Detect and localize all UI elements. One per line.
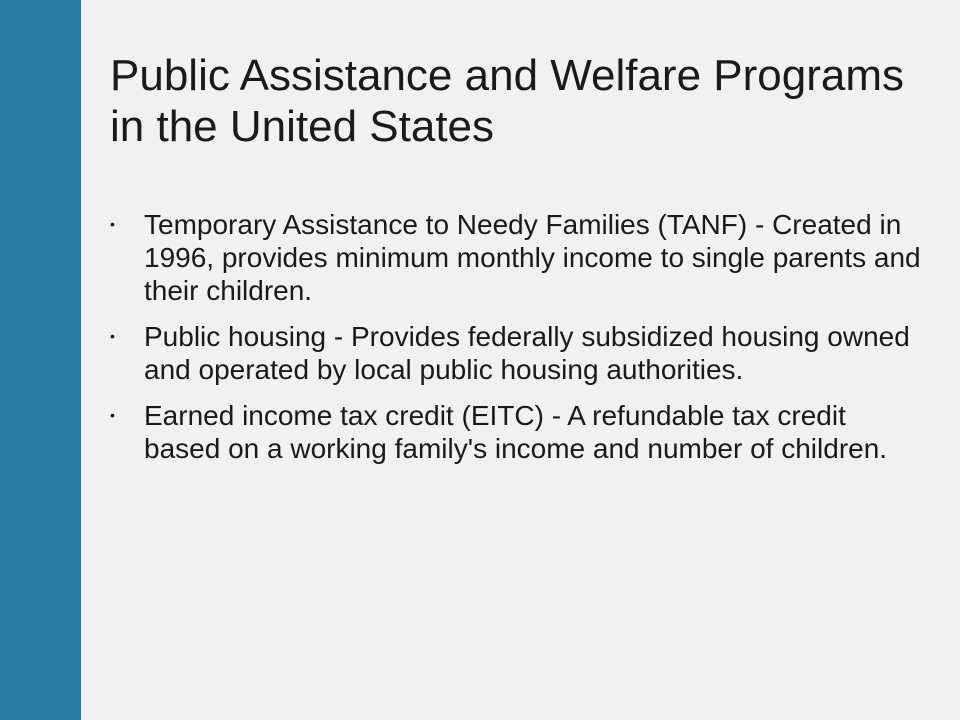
- accent-side-bar: [0, 0, 81, 720]
- bullet-text: Temporary Assistance to Needy Families (TANF) - Created in 1996, provides minimum monthly income to single parents and their children.: [144, 209, 921, 306]
- bullet-item-eitc: [108, 399, 928, 465]
- bullet-list: [108, 208, 928, 478]
- bullet-dot-icon: •: [110, 407, 115, 423]
- bullet-item-public-housing: [108, 320, 928, 386]
- bullet-dot-icon: •: [110, 328, 115, 344]
- bullet-text: Public housing - Provides federally subsidized housing owned and operated by local public housing authorities.: [144, 321, 910, 385]
- bullet-text: Earned income tax credit (EITC) - A refundable tax credit based on a working family's income and number of children.: [144, 400, 888, 464]
- bullet-dot-icon: •: [110, 216, 115, 232]
- slide-title: Public Assistance and Welfare Programs in the United States: [110, 51, 904, 151]
- bullet-item-tanf: [108, 208, 928, 307]
